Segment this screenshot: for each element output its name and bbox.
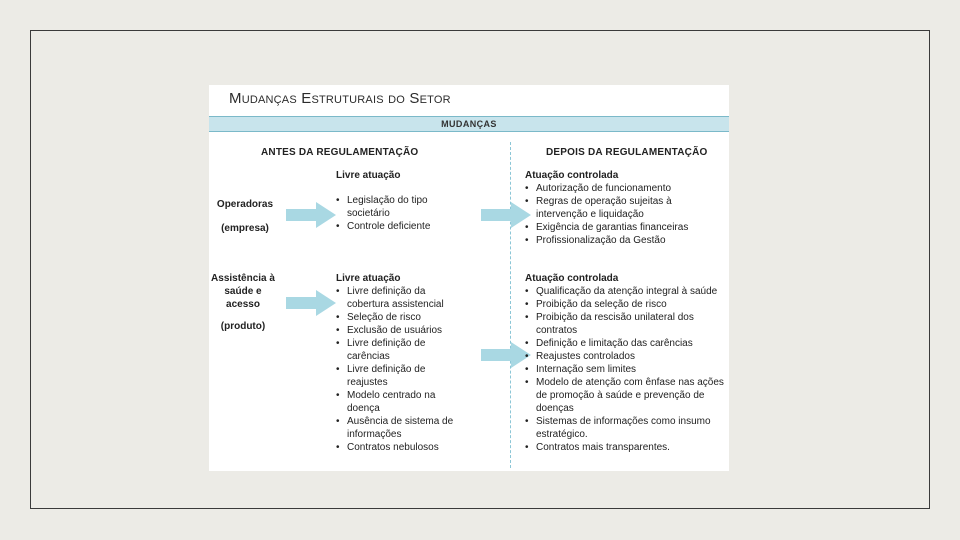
list-item: • Livre definição de reajustes (336, 363, 466, 389)
list-item: • Ausência de sistema de informações (336, 415, 466, 441)
block-heading: Atuação controlada (525, 170, 619, 181)
bullet-list (525, 182, 725, 247)
changes-band: MUDANÇAS (209, 116, 729, 132)
list-item: • Modelo centrado na doença (336, 389, 466, 415)
list-item: • Autorização de funcionamento (525, 182, 725, 195)
column-divider (510, 142, 511, 468)
row-label-main: Operadoras (216, 199, 274, 210)
block-heading: Livre atuação (336, 170, 401, 181)
bullet-list (336, 285, 466, 454)
list-item: • Proibição da rescisão unilateral dos contratos (525, 311, 725, 337)
list-item: • Reajustes controlados (525, 350, 725, 363)
list-item: • Legislação do tipo societário (336, 194, 466, 220)
list-item: • Contratos nebulosos (336, 441, 466, 454)
assistencia-before-block (336, 272, 466, 454)
list-item: • Definição e limitação das carências (525, 337, 725, 350)
list-item: • Internação sem limites (525, 363, 725, 376)
list-item: • Exclusão de usuários (336, 324, 466, 337)
list-item: • Contratos mais transparentes. (525, 441, 725, 454)
block-heading: Atuação controlada (525, 273, 619, 284)
column-heading-after: DEPOIS DA REGULAMENTAÇÃO (546, 147, 708, 158)
arrow-right-icon (481, 342, 531, 368)
block-heading: Livre atuação (336, 273, 401, 284)
list-item: • Qualificação da atenção integral à saúde (525, 285, 725, 298)
list-item: • Regras de operação sujeitas à intervenção e liquidação (525, 195, 725, 221)
assistencia-after-block (525, 272, 725, 454)
list-item: • Exigência de garantias financeiras (525, 221, 725, 234)
list-item: • Modelo de atenção com ênfase nas ações de promoção à saúde e prevenção de doenças (525, 376, 725, 415)
row-label-assistencia (211, 272, 275, 333)
list-item: • Sistemas de informações como insumo estratégico. (525, 415, 725, 441)
list-item: • Seleção de risco (336, 311, 466, 324)
row-label-sub: (produto) (220, 321, 266, 332)
bullet-list (525, 285, 725, 454)
operadoras-before-block (336, 169, 466, 233)
operadoras-after-block (525, 169, 725, 247)
row-label-operadoras (213, 198, 277, 235)
arrow-right-icon (286, 202, 336, 228)
row-label-sub: (empresa) (221, 223, 269, 234)
arrow-right-icon (286, 290, 336, 316)
list-item: • Profissionalização da Gestão (525, 234, 725, 247)
bullet-list (336, 194, 466, 233)
column-heading-before: ANTES DA REGULAMENTAÇÃO (261, 147, 419, 158)
list-item: • Livre definição de carências (336, 337, 466, 363)
list-item: • Controle deficiente (336, 220, 466, 233)
figure (209, 85, 729, 471)
list-item: • Livre definição da cobertura assistencial (336, 285, 466, 311)
figure-title: Mudanças Estruturais do Setor (229, 90, 451, 107)
list-item: • Proibição da seleção de risco (525, 298, 725, 311)
row-label-main: Assistência à saúde e acesso (211, 273, 275, 310)
arrow-right-icon (481, 202, 531, 228)
